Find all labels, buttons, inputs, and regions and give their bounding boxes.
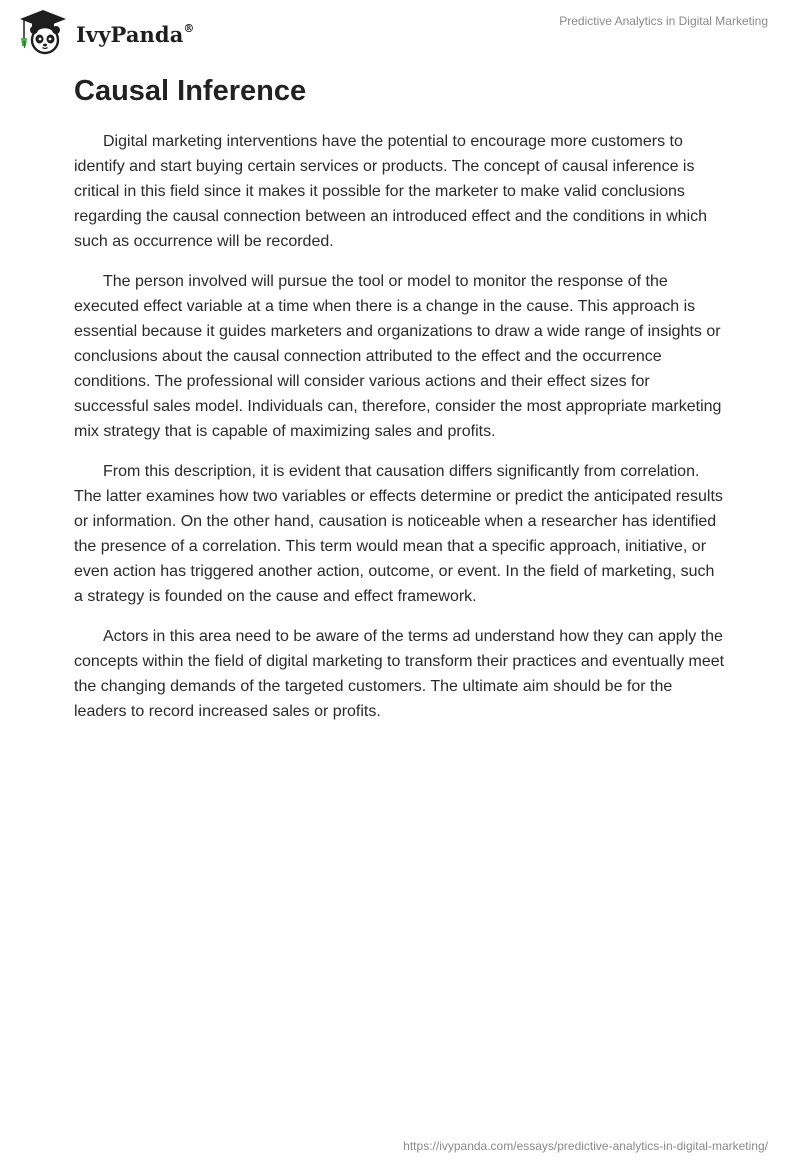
article-body bbox=[74, 70, 726, 739]
paragraph-3: From this description, it is evident that causation differs significantly from correlation. The latter examines how two variables or effects determine or predict the anticipated results or information. On the other hand, causation is noticeable when a researcher has identified the presence of a correlation. This term would mean that a specific approach, initiative, or even action has triggered another action, outcome, or event. In the field of marketing, such a strategy is founded on the cause and effect framework. bbox=[74, 463, 723, 605]
page-header bbox=[0, 0, 800, 60]
ivypanda-logo[interactable] bbox=[14, 8, 195, 56]
registered-mark: ® bbox=[183, 21, 195, 35]
source-url-link[interactable]: https://ivypanda.com/essays/predictive-analytics-in-digital-marketing/ bbox=[403, 1139, 768, 1153]
document-title: Predictive Analytics in Digital Marketing bbox=[559, 14, 768, 28]
paragraph-1: Digital marketing interventions have the potential to encourage more customers to identify and start buying certain services or products. The concept of causal inference is critical in this field since it makes it possible for the marketer to make valid conclusions regarding the causal connection between an introduced effect and the conditions in which such as occurrence will be recorded. bbox=[74, 133, 708, 250]
paragraph-4: Actors in this area need to be aware of the terms ad understand how they can apply the concepts within the field of digital marketing to transform their practices and eventually meet the changing demands of the targeted customers. The ultimate aim should be for the leaders to record increased sales or profits. bbox=[74, 628, 725, 720]
logo-wordmark bbox=[76, 22, 195, 47]
brand-name: IvyPanda bbox=[76, 21, 184, 47]
panda-graduate-icon bbox=[14, 8, 72, 56]
section-heading: Causal Inference bbox=[74, 75, 307, 107]
paragraph-2: The person involved will pursue the tool or model to monitor the response of the executed effect variable at a time when there is a change in the cause. This approach is essential because it guides marketers and organizations to draw a wide range of insights or conclusions about the causal connection attributed to the effect and the occurrence conditions. The professional will consider various actions and their effect sizes for successful sales model. Individuals can, therefore, consider the most appropriate marketing mix strategy that is capable of maximizing sales and profits. bbox=[74, 273, 722, 440]
